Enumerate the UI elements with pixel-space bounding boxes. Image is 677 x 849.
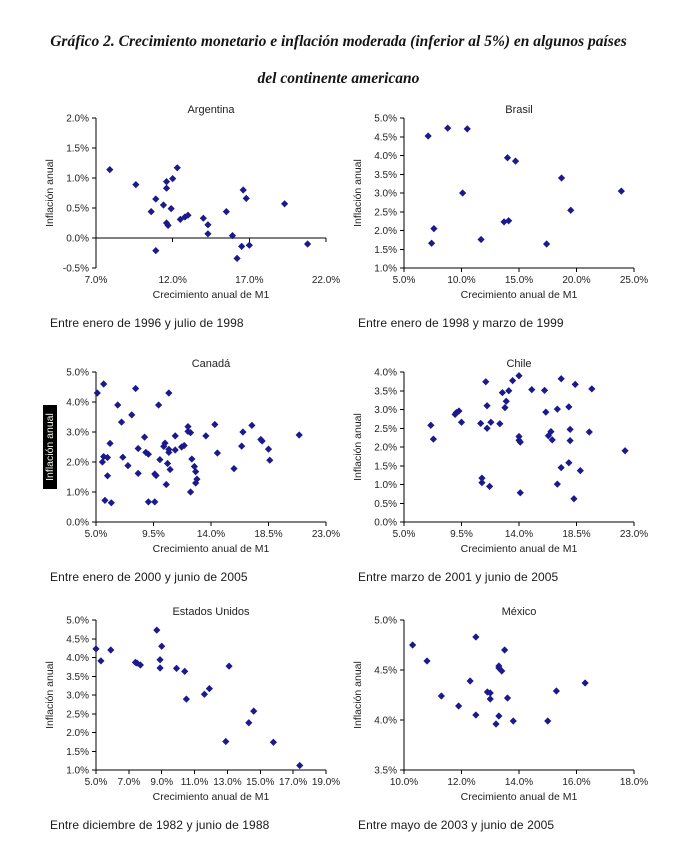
data-point [222, 738, 229, 745]
data-point [544, 717, 551, 724]
data-point [444, 125, 451, 132]
data-point [553, 687, 560, 694]
y-tick-label: 1.0% [66, 487, 89, 499]
y-tick-label: 4.0% [66, 653, 89, 664]
data-point [503, 398, 510, 405]
x-tick-label: 22.0% [311, 275, 340, 286]
y-tick-label: 3.5% [374, 169, 397, 181]
data-point [165, 389, 172, 396]
figure-title-line1: Gráfico 2. Crecimiento monetario e inflación moderada (inferior al 5%) en algunos países [50, 33, 627, 50]
y-tick-label: 2.0% [374, 226, 397, 237]
x-tick-label: 17.0% [278, 777, 308, 788]
data-point [296, 762, 303, 769]
data-point [204, 221, 211, 228]
y-tick-labels [66, 368, 89, 529]
data-point [240, 186, 247, 193]
data-point [427, 422, 434, 429]
data-point [541, 387, 548, 394]
data-point [570, 495, 577, 502]
data-point [163, 481, 170, 488]
y-axis-label-text: Inflación anual [351, 413, 364, 481]
chart-caption: Entre enero de 1996 y julio de 1998 [50, 316, 244, 330]
y-tick-label: 4.0% [374, 151, 397, 162]
x-tick-labels [393, 529, 648, 540]
plot-area [38, 356, 340, 568]
data-point [265, 446, 272, 453]
data-point [173, 665, 180, 672]
data-point [152, 195, 159, 202]
chart-title: Brasil [505, 104, 533, 116]
data-point [423, 657, 430, 664]
data-point [132, 385, 139, 392]
x-tick-label: 17.0% [235, 275, 264, 286]
data-point [238, 443, 245, 450]
x-tick-labels [85, 275, 340, 286]
data-point [206, 685, 213, 692]
axes [400, 372, 634, 526]
data-point [106, 166, 113, 173]
x-axis-label: Crecimiento anual de M1 [460, 791, 578, 803]
plot-area [346, 356, 648, 568]
data-point [565, 403, 572, 410]
x-tick-label: 5.0% [392, 529, 416, 540]
y-tick-label: 4.5% [66, 634, 89, 646]
y-axis-label [352, 413, 364, 481]
y-tick-label: 2.0% [374, 442, 397, 454]
data-point [192, 468, 199, 475]
x-axis-label: Crecimiento anual de M1 [460, 289, 578, 301]
data-point [558, 375, 565, 382]
x-tick-label: 20.0% [562, 275, 591, 286]
y-tick-label: 4.5% [374, 132, 397, 144]
chart-canada [38, 356, 340, 584]
data-point [528, 386, 535, 393]
data-point [156, 456, 163, 463]
data-point [191, 463, 198, 470]
y-tick-label: 1.5% [374, 461, 397, 473]
y-tick-label: 3.0% [374, 405, 397, 416]
data-point [304, 240, 311, 247]
x-tick-labels [393, 275, 648, 286]
data-point [428, 240, 435, 247]
data-point [483, 425, 490, 432]
data-point [99, 458, 106, 465]
chart-title: Argentina [187, 104, 235, 116]
data-point [430, 436, 437, 443]
data-point [554, 406, 561, 413]
data-point [270, 739, 277, 746]
x-axis-label: Crecimiento anual de M1 [152, 543, 270, 555]
data-points [94, 380, 303, 506]
data-point [425, 132, 432, 139]
data-point [158, 643, 165, 650]
y-axis-label-text: Inflación anual [43, 413, 56, 481]
x-tick-label: 7.0% [84, 275, 108, 286]
x-axis-label: Crecimiento anual de M1 [152, 289, 270, 301]
x-axis-label: Crecimiento anual de M1 [152, 791, 270, 803]
data-point [201, 691, 208, 698]
y-tick-label: 0.0% [374, 517, 397, 529]
data-point [567, 437, 574, 444]
y-tick-label: 5.0% [374, 615, 397, 627]
data-point [243, 195, 250, 202]
data-point [92, 645, 99, 652]
data-point [239, 428, 246, 435]
data-point [168, 205, 175, 212]
data-point [148, 208, 155, 215]
y-axis-label [352, 661, 364, 729]
chart-estados-unidos [38, 604, 340, 832]
x-tick-labels [85, 777, 340, 788]
data-point [145, 498, 152, 505]
data-point [200, 215, 207, 222]
data-point [106, 440, 113, 447]
data-point [499, 389, 506, 396]
axes [400, 118, 634, 272]
y-axis-label-text: Inflación anual [351, 159, 364, 227]
data-point [132, 181, 139, 188]
y-axis-label [43, 405, 57, 489]
y-tick-label: 4.0% [66, 397, 89, 409]
x-tick-label: 5.0% [84, 777, 108, 788]
data-point [204, 230, 211, 237]
data-point [501, 646, 508, 653]
data-point [266, 457, 273, 464]
data-point [160, 201, 167, 208]
y-tick-label: 2.0% [66, 457, 89, 469]
data-point [472, 711, 479, 718]
data-point [477, 420, 484, 427]
y-axis-label [44, 159, 56, 227]
data-point [586, 428, 593, 435]
x-tick-label: 5.0% [392, 275, 416, 286]
chart-caption: Entre enero de 1998 y marzo de 1999 [358, 316, 564, 330]
data-point [577, 467, 584, 474]
x-tick-label: 14.0% [504, 777, 534, 788]
data-point [459, 189, 466, 196]
y-tick-label: 0.0% [66, 233, 89, 245]
x-tick-labels [390, 777, 648, 788]
x-tick-labels [85, 529, 340, 540]
y-tick-label: 4.0% [374, 715, 397, 727]
data-point [151, 498, 158, 505]
data-point [558, 174, 565, 181]
data-point [572, 381, 579, 388]
x-tick-label: 9.5% [142, 529, 165, 540]
y-axis-label-text: Inflación anual [43, 661, 56, 729]
y-tick-label: 3.5% [66, 671, 89, 683]
y-tick-label: 1.5% [66, 143, 89, 155]
data-point [543, 240, 550, 247]
data-point [430, 225, 437, 232]
data-point [156, 656, 163, 663]
data-point [223, 208, 230, 215]
data-point [487, 419, 494, 426]
data-point [567, 207, 574, 214]
data-point [188, 455, 195, 462]
x-tick-label: 18.5% [254, 529, 283, 540]
data-point [169, 175, 176, 182]
y-tick-label: 5.0% [374, 113, 397, 125]
x-tick-label: 5.0% [84, 529, 108, 540]
y-tick-labels [374, 368, 397, 529]
chart-title: Chile [506, 358, 532, 370]
data-point [492, 720, 499, 727]
data-point [438, 692, 445, 699]
x-tick-label: 12.0% [158, 275, 187, 286]
data-point [156, 664, 163, 671]
chart-brasil [346, 102, 648, 330]
data-point [496, 420, 503, 427]
y-tick-label: 2.0% [66, 113, 89, 125]
data-point [504, 694, 511, 701]
data-point [107, 646, 114, 653]
data-points [106, 164, 311, 262]
data-point [248, 422, 255, 429]
data-point [153, 627, 160, 634]
data-point [501, 404, 508, 411]
y-tick-label: 1.5% [66, 746, 89, 758]
y-tick-labels [66, 616, 89, 777]
data-point [504, 154, 511, 161]
y-tick-label: 0.5% [374, 498, 397, 510]
figure-title-line2: del continente americano [257, 69, 420, 87]
data-points [92, 627, 303, 770]
data-point [128, 411, 135, 418]
y-tick-label: 3.5% [374, 386, 397, 398]
x-tick-label: 18.0% [619, 777, 648, 788]
data-point [487, 695, 494, 702]
data-points [409, 633, 589, 727]
y-tick-labels [63, 114, 89, 275]
y-tick-labels [374, 114, 397, 275]
y-tick-label: 2.5% [66, 709, 89, 721]
x-tick-label: 7.0% [117, 777, 141, 788]
data-point [135, 470, 142, 477]
data-points [425, 125, 625, 248]
data-point [486, 483, 493, 490]
data-point [455, 702, 462, 709]
x-axis-label: Crecimiento anual de M1 [460, 543, 578, 555]
data-point [567, 426, 574, 433]
axes [92, 620, 326, 774]
data-point [101, 497, 108, 504]
data-point [245, 719, 252, 726]
chart-caption: Entre marzo de 2001 y junio de 2005 [358, 570, 559, 584]
data-point [172, 432, 179, 439]
figure-title [0, 0, 677, 86]
y-tick-label: 1.5% [374, 244, 397, 256]
data-point [478, 479, 485, 486]
data-point [618, 188, 625, 195]
y-axis-label-text: Inflación anual [351, 661, 364, 729]
axes [400, 620, 634, 774]
data-point [230, 465, 237, 472]
data-point [108, 499, 115, 506]
data-point [281, 200, 288, 207]
data-point [163, 178, 170, 185]
data-point [183, 696, 190, 703]
data-point [97, 657, 104, 664]
x-tick-label: 9.0% [150, 777, 174, 788]
data-point [472, 633, 479, 640]
charts-grid [0, 96, 677, 849]
data-point [152, 247, 159, 254]
x-tick-label: 25.0% [619, 275, 648, 286]
x-tick-label: 18.5% [562, 529, 591, 540]
data-point [238, 243, 245, 250]
x-tick-label: 14.0% [504, 529, 534, 540]
data-point [119, 454, 126, 461]
y-tick-label: 3.0% [66, 690, 89, 702]
axes [92, 118, 326, 268]
y-tick-label: 1.0% [66, 765, 89, 777]
y-axis-label [352, 159, 364, 227]
chart-chile [346, 356, 648, 584]
y-tick-label: 0.0% [66, 517, 89, 529]
x-tick-label: 23.0% [619, 529, 648, 540]
data-point [118, 419, 125, 426]
y-axis-label-text: Inflación anual [43, 159, 56, 227]
chart-caption: Entre diciembre de 1982 y junio de 1988 [50, 818, 270, 832]
y-tick-labels [374, 616, 397, 777]
axes [92, 372, 326, 526]
plot-area [38, 102, 340, 314]
data-points [427, 372, 628, 502]
data-point [458, 419, 465, 426]
data-point [495, 712, 502, 719]
x-tick-label: 10.0% [389, 777, 419, 788]
chart-mexico [346, 604, 648, 832]
y-tick-label: 1.0% [374, 480, 397, 491]
data-point [517, 489, 524, 496]
data-point [542, 409, 549, 416]
y-tick-label: -0.5% [62, 263, 89, 275]
data-point [558, 464, 565, 471]
data-point [512, 158, 519, 165]
data-point [505, 387, 512, 394]
x-tick-label: 9.5% [450, 529, 473, 540]
chart-argentina [38, 102, 340, 330]
y-tick-label: 2.5% [374, 207, 397, 219]
data-point [174, 164, 181, 171]
x-tick-label: 19.0% [311, 777, 340, 788]
data-point [141, 434, 148, 441]
data-point [214, 449, 221, 456]
chart-caption: Entre enero de 2000 y junio de 2005 [50, 570, 248, 584]
y-tick-label: 3.0% [66, 427, 89, 439]
y-tick-label: 5.0% [66, 367, 89, 379]
data-point [510, 717, 517, 724]
data-point [155, 401, 162, 408]
data-point [483, 402, 490, 409]
plot-area [346, 102, 648, 314]
y-tick-label: 4.0% [374, 367, 397, 379]
y-tick-label: 3.0% [374, 188, 397, 200]
data-point [225, 663, 232, 670]
data-point [211, 421, 218, 428]
data-point [621, 447, 628, 454]
x-tick-label: 15.0% [246, 777, 275, 788]
data-point [467, 677, 474, 684]
data-point [94, 389, 101, 396]
y-tick-label: 1.0% [66, 173, 89, 185]
y-tick-label: 2.5% [374, 423, 397, 435]
y-tick-label: 1.0% [374, 263, 397, 275]
y-tick-label: 4.5% [374, 665, 397, 677]
y-tick-label: 2.0% [66, 728, 89, 739]
data-point [509, 377, 516, 384]
plot-area [346, 604, 648, 816]
data-point [409, 641, 416, 648]
x-tick-label: 15.0% [504, 275, 534, 286]
chart-title: México [501, 606, 537, 618]
data-point [565, 459, 572, 466]
data-point [464, 125, 471, 132]
data-point [104, 472, 111, 479]
x-tick-label: 13.0% [213, 777, 242, 788]
data-point [582, 679, 589, 686]
chart-title: Estados Unidos [172, 606, 250, 618]
x-tick-label: 16.0% [562, 777, 591, 788]
data-point [181, 668, 188, 675]
plot-area [38, 604, 340, 816]
data-point [250, 708, 257, 715]
data-point [163, 185, 170, 192]
x-tick-label: 23.0% [311, 529, 340, 540]
data-point [588, 385, 595, 392]
y-tick-label: 5.0% [66, 615, 89, 627]
x-tick-label: 12.0% [447, 777, 476, 788]
data-point [172, 446, 179, 453]
data-point [554, 481, 561, 488]
x-tick-label: 10.0% [447, 275, 476, 286]
x-tick-label: 11.0% [180, 777, 209, 788]
y-tick-label: 3.5% [374, 765, 397, 777]
data-point [202, 432, 209, 439]
data-point [187, 488, 194, 495]
data-point [135, 445, 142, 452]
data-point [100, 380, 107, 387]
chart-title: Canadá [191, 358, 231, 370]
data-point [114, 401, 121, 408]
chart-caption: Entre mayo de 2003 y junio de 2005 [358, 818, 555, 832]
y-tick-label: 0.5% [66, 203, 89, 215]
data-point [515, 372, 522, 379]
data-point [246, 242, 253, 249]
data-point [296, 431, 303, 438]
data-point [124, 462, 131, 469]
y-axis-label [44, 661, 56, 729]
data-point [477, 236, 484, 243]
x-tick-label: 14.0% [196, 529, 226, 540]
data-point [233, 255, 240, 262]
data-point [482, 378, 489, 385]
